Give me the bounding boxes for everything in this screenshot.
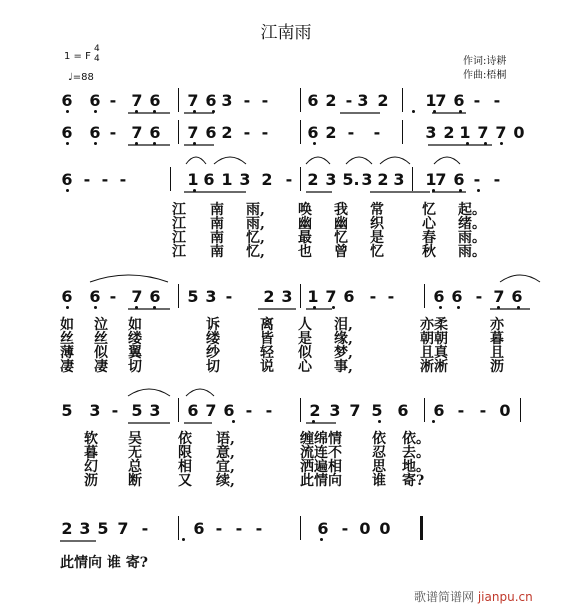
lyric-syllable: 忆, xyxy=(246,244,265,260)
sustain-dash: - xyxy=(235,519,243,538)
sustain-dash: - xyxy=(347,123,355,142)
sustain-dash: - xyxy=(475,287,483,306)
note: 0 xyxy=(513,123,525,142)
note: 6 xyxy=(149,123,161,142)
sustain-dash: - xyxy=(225,287,233,306)
note: 1 xyxy=(425,170,437,189)
note: 6 xyxy=(307,123,319,142)
note: 2 xyxy=(263,287,275,306)
note: 3 xyxy=(79,519,91,538)
lyric-syllable: 似 xyxy=(94,345,108,361)
lyric-syllable: 忆 xyxy=(334,230,348,246)
note: 6 xyxy=(511,287,523,306)
lyric-syllable: 缘, xyxy=(334,331,353,347)
note: 7 xyxy=(435,170,447,189)
note: 6 xyxy=(187,401,199,420)
lyric-syllable: 亦柔 xyxy=(420,317,448,333)
note: 7 xyxy=(131,123,143,142)
lyric-syllable: 此情向 xyxy=(300,473,342,489)
song-title: 江南雨 xyxy=(260,23,312,43)
lyric-syllable: 切 xyxy=(128,359,142,375)
note: 2 xyxy=(325,91,337,110)
note: 6 xyxy=(223,401,235,420)
note: 2 xyxy=(261,170,273,189)
note: 3 xyxy=(149,401,161,420)
lyric-syllable: 雨。 xyxy=(458,244,486,260)
note: 6 xyxy=(451,287,463,306)
note: 7 xyxy=(117,519,129,538)
note: 2 xyxy=(221,123,233,142)
note: 7 xyxy=(493,287,505,306)
sustain-dash: - xyxy=(245,401,253,420)
note: 6 xyxy=(343,287,355,306)
note: 7 xyxy=(325,287,337,306)
lyric-syllable: 忆 xyxy=(422,202,436,218)
lyric-syllable: 离 xyxy=(260,317,274,333)
sustain-dash: - xyxy=(215,519,223,538)
key-signature: 1 = F xyxy=(64,51,91,62)
lyric-syllable: 是 xyxy=(298,331,312,347)
note: 1 xyxy=(459,123,471,142)
note: 6 xyxy=(205,91,217,110)
note: 7 xyxy=(131,91,143,110)
note: 6 xyxy=(203,170,215,189)
note: 6 xyxy=(397,401,409,420)
lyric-syllable: 地。 xyxy=(402,459,430,475)
note: 6 xyxy=(89,123,101,142)
lyric-syllable: 最 xyxy=(298,230,312,246)
note: 2 xyxy=(377,91,389,110)
lyric-syllable: 曾 xyxy=(334,244,348,260)
slur-arc xyxy=(186,157,206,164)
note: 7 xyxy=(495,123,507,142)
sustain-dash: - xyxy=(261,123,269,142)
sustain-dash: - xyxy=(457,401,465,420)
lyric-syllable: 幽 xyxy=(298,216,312,232)
note: 6 xyxy=(89,287,101,306)
lyric-syllable: 似 xyxy=(298,345,312,361)
lyric-syllable: 暮 xyxy=(490,331,504,347)
note: 2 xyxy=(443,123,455,142)
lyric-syllable: 无 xyxy=(128,445,142,461)
sustain-dash: - xyxy=(265,401,273,420)
note: 5. xyxy=(342,170,360,189)
lyric-syllable: 去。 xyxy=(402,445,430,461)
lyric-syllable: 宜, xyxy=(216,459,235,475)
lyric-syllable: 江 xyxy=(172,230,186,246)
tempo-marking: ♩=88 xyxy=(68,72,94,83)
lyric-syllable: 凄 xyxy=(94,359,108,375)
lyric-syllable: 江 xyxy=(172,244,186,260)
lyricist-credit: 作词:诗耕 xyxy=(463,56,507,67)
note: 3 xyxy=(89,401,101,420)
lyric-syllable: 泪, xyxy=(334,317,353,333)
lyric-syllable: 起。 xyxy=(458,202,486,218)
sustain-dash: - xyxy=(369,287,377,306)
sustain-dash: - xyxy=(479,401,487,420)
lyric-syllable: 翼 xyxy=(128,345,142,361)
note: 0 xyxy=(379,519,391,538)
lyric-syllable: 丝 xyxy=(60,331,74,347)
note: 0 xyxy=(359,519,371,538)
note: 2 xyxy=(61,519,73,538)
lyric-syllable: 亦 xyxy=(490,317,504,333)
watermark xyxy=(414,588,533,605)
lyric-syllable: 雨。 xyxy=(458,230,486,246)
lyric-syllable: 限 xyxy=(178,445,192,461)
sustain-dash: - xyxy=(493,170,501,189)
lyric-syllable: 秋 xyxy=(422,244,436,260)
lyric-syllable: 且 xyxy=(490,345,504,361)
lyric-syllable: 绪。 xyxy=(458,216,486,232)
lyric-syllable: 轻 xyxy=(260,345,274,361)
lyric-syllable: 丝 xyxy=(94,331,108,347)
lyric-syllable: 朝朝 xyxy=(420,331,448,347)
lyric-syllable: 切 xyxy=(206,359,220,375)
sustain-dash: - xyxy=(341,519,349,538)
note: 0 xyxy=(499,401,511,420)
lyric-syllable: 依。 xyxy=(402,431,430,447)
lyric-syllable: 缠绵情 xyxy=(300,431,342,447)
note: 3 xyxy=(281,287,293,306)
lyric-syllable: 南 xyxy=(210,216,224,232)
sustain-dash: - xyxy=(243,91,251,110)
note: 5 xyxy=(61,401,73,420)
sustain-dash: - xyxy=(473,170,481,189)
sustain-dash: - xyxy=(387,287,395,306)
slur-arc xyxy=(346,157,372,164)
lyric-syllable: 暮 xyxy=(84,445,98,461)
composer-credit: 作曲:梧桐 xyxy=(463,70,507,81)
lyric-syllable: 缕 xyxy=(206,331,220,347)
coda-lyric: 此情向 谁 寄? xyxy=(60,555,148,571)
note: 5 xyxy=(371,401,383,420)
note: 3 xyxy=(425,123,437,142)
note: 6 xyxy=(61,123,73,142)
lyric-syllable: 谁 xyxy=(372,473,386,489)
sustain-dash: - xyxy=(109,287,117,306)
lyric-syllable: 春 xyxy=(422,230,436,246)
slur-arc xyxy=(90,275,168,282)
sustain-dash: - xyxy=(109,123,117,142)
sustain-dash: - xyxy=(345,91,353,110)
lyric-syllable: 诉 xyxy=(206,317,220,333)
lyric-syllable: 沥 xyxy=(490,359,504,375)
lyric-syllable: 依 xyxy=(178,431,192,447)
note: 2 xyxy=(307,170,319,189)
lyric-syllable: 织 xyxy=(370,216,384,232)
lyric-syllable: 心 xyxy=(298,359,312,375)
lyric-syllable: 南 xyxy=(210,230,224,246)
lyric-syllable: 思 xyxy=(372,459,386,475)
lyric-syllable: 皆 xyxy=(260,331,274,347)
note: 6 xyxy=(453,91,465,110)
lyric-syllable: 又 xyxy=(178,473,192,489)
lyric-syllable: 续, xyxy=(216,473,235,489)
note: 3 xyxy=(361,170,373,189)
lyric-syllable: 梦, xyxy=(334,345,353,361)
slur-arc xyxy=(380,157,410,164)
note: 5 xyxy=(187,287,199,306)
note: 6 xyxy=(317,519,329,538)
note: 1 xyxy=(187,170,199,189)
sustain-dash: - xyxy=(373,123,381,142)
sustain-dash: - xyxy=(111,401,119,420)
note: 7 xyxy=(187,123,199,142)
note: 6 xyxy=(433,287,445,306)
note: 6 xyxy=(307,91,319,110)
lyric-syllable: 洒遍相 xyxy=(300,459,342,475)
lyric-syllable: 总 xyxy=(128,459,142,475)
note: 6 xyxy=(149,287,161,306)
lyric-syllable: 我 xyxy=(334,202,348,218)
note: 3 xyxy=(357,91,369,110)
lyric-syllable: 南 xyxy=(210,202,224,218)
lyric-syllable: 意, xyxy=(216,445,235,461)
note: 7 xyxy=(349,401,361,420)
lyric-syllable: 软 xyxy=(84,431,98,447)
sustain-dash: - xyxy=(83,170,91,189)
note: 5 xyxy=(97,519,109,538)
note: 7 xyxy=(131,287,143,306)
lyric-syllable: 沥 xyxy=(84,473,98,489)
lyric-syllable: 吴 xyxy=(128,431,142,447)
lyric-syllable: 事, xyxy=(334,359,353,375)
lyric-syllable: 泣 xyxy=(94,317,108,333)
note: 6 xyxy=(433,401,445,420)
sustain-dash: - xyxy=(285,170,293,189)
lyric-syllable: 如 xyxy=(60,317,74,333)
lyric-syllable: 忍 xyxy=(372,445,386,461)
note: 1 xyxy=(307,287,319,306)
lyric-syllable: 如 xyxy=(128,317,142,333)
lyric-syllable: 忆 xyxy=(370,244,384,260)
sustain-dash: - xyxy=(493,91,501,110)
lyric-syllable: 是 xyxy=(370,230,384,246)
lyric-syllable: 寄? xyxy=(402,473,425,489)
lyric-syllable: 也 xyxy=(298,244,312,260)
lyric-syllable: 且真 xyxy=(420,345,448,361)
lyric-syllable: 相 xyxy=(178,459,192,475)
note: 7 xyxy=(205,401,217,420)
lyric-syllable: 唤 xyxy=(298,202,312,218)
slur-arc xyxy=(186,389,214,396)
note: 3 xyxy=(329,401,341,420)
note: 6 xyxy=(193,519,205,538)
lyric-syllable: 常 xyxy=(370,202,384,218)
note: 2 xyxy=(325,123,337,142)
lyric-syllable: 江 xyxy=(172,202,186,218)
lyric-syllable: 依 xyxy=(372,431,386,447)
note: 3 xyxy=(221,91,233,110)
sustain-dash: - xyxy=(119,170,127,189)
lyric-syllable: 缕 xyxy=(128,331,142,347)
lyric-syllable: 流连不 xyxy=(300,445,342,461)
lyric-syllable: 南 xyxy=(210,244,224,260)
lyric-syllable: 雨, xyxy=(246,202,265,218)
note: 3 xyxy=(205,287,217,306)
sustain-dash: - xyxy=(109,91,117,110)
lyric-syllable: 凄 xyxy=(60,359,74,375)
meter-top: 4 xyxy=(94,44,100,54)
sustain-dash: - xyxy=(255,519,263,538)
note: 6 xyxy=(61,287,73,306)
note: 2 xyxy=(309,401,321,420)
lyric-syllable: 幻 xyxy=(84,459,98,475)
sustain-dash: - xyxy=(141,519,149,538)
note: 6 xyxy=(61,91,73,110)
slur-arc xyxy=(434,157,460,164)
note: 6 xyxy=(149,91,161,110)
note: 6 xyxy=(205,123,217,142)
sustain-dash: - xyxy=(261,91,269,110)
lyric-syllable: 纱 xyxy=(206,345,220,361)
note: 2 xyxy=(377,170,389,189)
slur-arc xyxy=(306,157,330,164)
lyric-syllable: 人 xyxy=(298,317,312,333)
lyric-syllable: 心 xyxy=(422,216,436,232)
note: 6 xyxy=(61,170,73,189)
lyric-syllable: 语, xyxy=(216,431,235,447)
note: 6 xyxy=(453,170,465,189)
lyric-syllable: 薄 xyxy=(60,345,74,361)
slur-arc xyxy=(214,157,246,164)
note: 1 xyxy=(221,170,233,189)
sustain-dash: - xyxy=(101,170,109,189)
note: 6 xyxy=(89,91,101,110)
lyric-syllable: 说 xyxy=(260,359,274,375)
sustain-dash: - xyxy=(243,123,251,142)
note: 3 xyxy=(325,170,337,189)
note: 7 xyxy=(477,123,489,142)
note: 5 xyxy=(131,401,143,420)
note: 3 xyxy=(393,170,405,189)
watermark-site: 歌谱简谱网 xyxy=(414,590,475,604)
lyric-syllable: 幽 xyxy=(334,216,348,232)
lyric-syllable: 忆, xyxy=(246,230,265,246)
note: 1 xyxy=(425,91,437,110)
meter-bottom: 4 xyxy=(94,54,100,64)
note: 7 xyxy=(435,91,447,110)
watermark-url: jianpu.cn xyxy=(477,590,533,604)
sustain-dash: - xyxy=(473,91,481,110)
lyric-syllable: 雨, xyxy=(246,216,265,232)
lyric-syllable: 断 xyxy=(128,473,142,489)
lyric-syllable: 江 xyxy=(172,216,186,232)
note: 3 xyxy=(239,170,251,189)
slur-arc xyxy=(128,389,170,396)
lyric-syllable: 淅淅 xyxy=(420,359,448,375)
slur-arc xyxy=(500,275,540,282)
note: 7 xyxy=(187,91,199,110)
